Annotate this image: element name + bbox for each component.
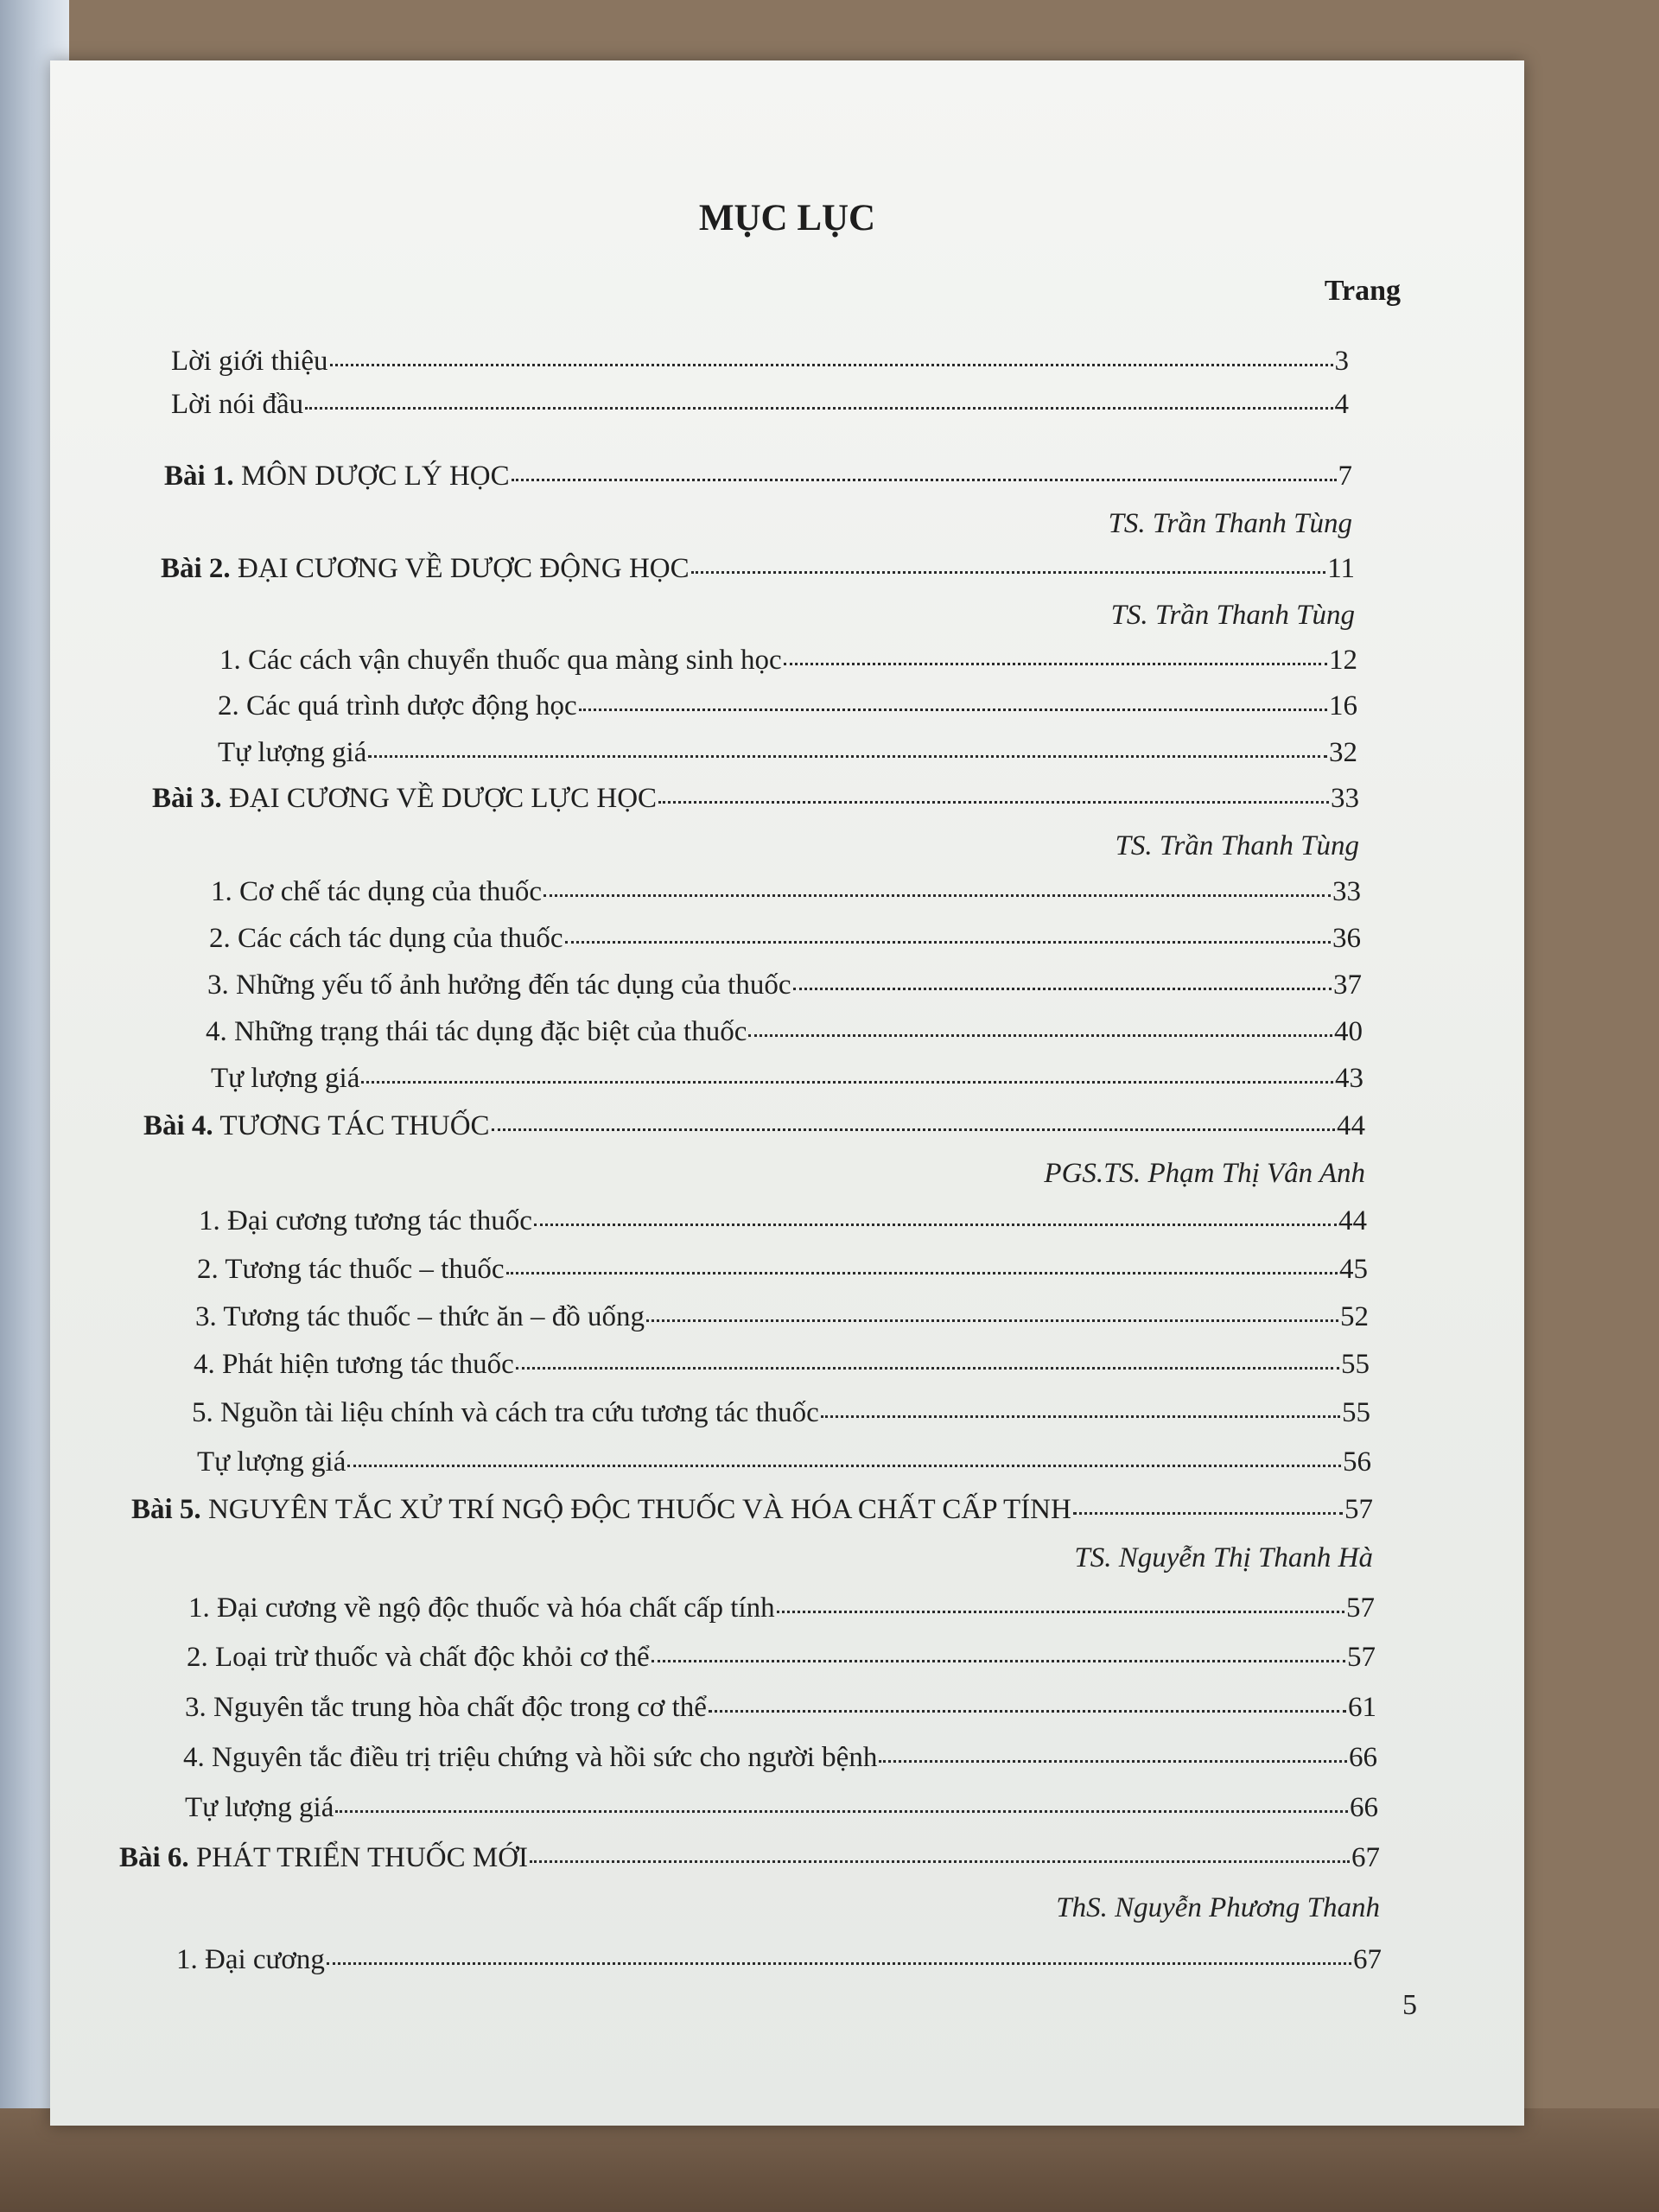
dot-leader	[506, 1272, 1338, 1274]
section-title: 1. Đại cương về ngộ độc thuốc và hóa chất cấp tính	[188, 1592, 775, 1624]
book-page	[50, 60, 1524, 2126]
chapter-title	[131, 1494, 1071, 1526]
chapter-name: ĐẠI CƯƠNG VỀ DƯỢC ĐỘNG HỌC	[230, 553, 690, 584]
toc-entry-1-dai-cuong-ve-ngo-doc-thuoc-va-hoa-chat	[188, 1592, 1375, 1624]
chapter-number: Bài 1.	[164, 461, 234, 492]
chapter-title	[164, 461, 510, 493]
section-title: 1. Đại cương tương tác thuốc	[199, 1205, 532, 1236]
chapter-title	[152, 783, 657, 815]
toc-entry-tu-luong-gia	[197, 1446, 1371, 1478]
dot-leader	[335, 1810, 1348, 1813]
dot-leader	[347, 1465, 1341, 1467]
dot-leader	[821, 1415, 1340, 1418]
page-ref: 67	[1353, 1944, 1382, 1975]
page-ref: 11	[1327, 553, 1355, 584]
toc-entry-4-nguyen-tac-dieu-tri-trieu-chung-va-hoi	[183, 1742, 1377, 1774]
toc-entry-tu-luong-gia	[218, 737, 1357, 769]
toc-entry-4-phat-hien-tuong-tac-thuoc	[194, 1349, 1370, 1381]
section-title: Tự lượng giá	[197, 1446, 346, 1478]
chapter-number: Bài 2.	[161, 553, 231, 584]
section-title: 4. Phát hiện tương tác thuốc	[194, 1349, 514, 1380]
toc-entry-4-nhung-trang-thai-tac-dung-dac-biet-cua	[206, 1016, 1363, 1048]
page-ref: 57	[1347, 1642, 1376, 1673]
chapter-number: Bài 5.	[131, 1494, 201, 1525]
toc-entry-mon-duoc-ly-hoc	[164, 461, 1352, 493]
toc-entry-nguyen-tac-xu-tri-ngo-doc-thuoc-va-hoa-c	[131, 1494, 1373, 1526]
section-title: 3. Tương tác thuốc – thức ăn – đồ uống	[195, 1301, 645, 1332]
toc-entry-2-cac-qua-trinh-duoc-dong-hoc	[218, 690, 1357, 722]
dot-leader	[516, 1367, 1339, 1370]
page-ref: 4	[1334, 389, 1349, 420]
dot-leader	[579, 709, 1327, 711]
page-ref: 57	[1346, 1592, 1375, 1624]
page-ref: 67	[1351, 1842, 1380, 1873]
page-ref: 7	[1338, 461, 1352, 492]
dot-leader	[784, 663, 1327, 665]
section-title: Tự lượng giá	[218, 737, 367, 768]
section-title: 5. Nguồn tài liệu chính và cách tra cứu tương tác thuốc	[192, 1397, 819, 1428]
toc-entry-1-dai-cuong-tuong-tac-thuoc	[199, 1205, 1367, 1237]
section-title: Tự lượng giá	[185, 1792, 334, 1823]
dot-leader	[368, 755, 1327, 758]
toc-entry-3-nguyen-tac-trung-hoa-chat-doc-trong-co	[185, 1692, 1376, 1724]
chapter-number: Bài 4.	[143, 1110, 213, 1141]
dot-leader	[543, 894, 1331, 897]
chapter-name: NGUYÊN TẮC XỬ TRÍ NGỘ ĐỘC THUỐC VÀ HÓA CHẤT CẤP TÍNH	[200, 1494, 1071, 1525]
dot-leader	[658, 801, 1329, 804]
dot-leader	[330, 364, 1333, 366]
section-title: 4. Những trạng thái tác dụng đặc biệt của thuốc	[206, 1016, 747, 1047]
section-title: 2. Tương tác thuốc – thuốc	[197, 1254, 505, 1285]
toc-entry-tu-luong-gia	[185, 1792, 1378, 1824]
author-credit: PGS.TS. Phạm Thị Vân Anh	[1044, 1158, 1365, 1189]
page-ref: 16	[1329, 690, 1357, 721]
page-ref: 44	[1338, 1205, 1367, 1236]
toc-entry-5-nguon-tai-lieu-chinh-va-cach-tra-cuu-t	[192, 1397, 1370, 1429]
dot-leader	[691, 571, 1326, 574]
chapter-name: TƯƠNG TÁC THUỐC	[213, 1110, 490, 1141]
section-title: 2. Loại trừ thuốc và chất độc khỏi cơ thể	[187, 1642, 650, 1673]
dot-leader	[793, 988, 1332, 990]
chapter-title	[143, 1110, 490, 1142]
section-title: Tự lượng giá	[211, 1063, 360, 1094]
toc-entry-3-nhung-yeu-to-anh-huong-den-tac-dung-cu	[207, 969, 1362, 1001]
dot-leader	[879, 1760, 1347, 1763]
author-credit: ThS. Nguyễn Phương Thanh	[1056, 1892, 1380, 1923]
toc-entry-loi-noi-dau	[171, 389, 1349, 421]
page-ref: 57	[1344, 1494, 1373, 1525]
toc-entry-2-cac-cach-tac-dung-cua-thuoc	[209, 923, 1361, 955]
toc-entry-3-tuong-tac-thuoc-thuc-an-do-uong	[195, 1301, 1369, 1333]
page-ref: 66	[1349, 1742, 1377, 1773]
toc-entry-1-cac-cach-van-chuyen-thuoc-qua-mang-sin	[219, 645, 1357, 677]
dot-leader	[361, 1081, 1333, 1084]
page-ref: 45	[1339, 1254, 1368, 1285]
page-ref: 61	[1348, 1692, 1376, 1723]
dot-leader	[777, 1611, 1344, 1613]
section-title: 3. Nguyên tắc trung hòa chất độc trong cơ thể	[185, 1692, 707, 1723]
chapter-title	[161, 553, 690, 585]
author-credit: TS. Trần Thanh Tùng	[1108, 508, 1352, 539]
page-ref: 43	[1335, 1063, 1363, 1094]
dot-leader	[492, 1128, 1335, 1131]
page-ref: 52	[1340, 1301, 1369, 1332]
toc-entry-tu-luong-gia	[211, 1063, 1363, 1095]
dot-leader	[305, 407, 1332, 410]
page-ref: 33	[1331, 783, 1359, 814]
toc-entry-2-tuong-tac-thuoc-thuoc	[197, 1254, 1368, 1286]
dot-leader	[534, 1224, 1337, 1226]
toc-entry-2-loai-tru-thuoc-va-chat-doc-khoi-co-the	[187, 1642, 1376, 1674]
dot-leader	[565, 941, 1331, 944]
page-ref: 36	[1332, 923, 1361, 954]
dot-leader	[530, 1860, 1350, 1863]
toc-entry-1-co-che-tac-dung-cua-thuoc	[211, 876, 1361, 908]
author-credit: TS. Nguyễn Thị Thanh Hà	[1074, 1542, 1373, 1573]
chapter-number: Bài 3.	[152, 783, 222, 814]
section-title: 2. Các quá trình dược động học	[218, 690, 577, 721]
toc-entry-loi-gioi-thieu	[171, 346, 1349, 378]
section-title: 2. Các cách tác dụng của thuốc	[209, 923, 563, 954]
chapter-number: Bài 6.	[119, 1842, 189, 1873]
page-ref: 3	[1334, 346, 1349, 377]
page-ref: 44	[1337, 1110, 1365, 1141]
section-title: 4. Nguyên tắc điều trị triệu chứng và hồi sức cho người bệnh	[183, 1742, 878, 1773]
dot-leader	[327, 1962, 1351, 1965]
section-title: 1. Cơ chế tác dụng của thuốc	[211, 876, 543, 907]
page-number: 5	[1402, 1989, 1417, 2021]
author-credit: TS. Trần Thanh Tùng	[1110, 600, 1355, 631]
chapter-title	[119, 1842, 528, 1874]
page-ref: 55	[1341, 1349, 1370, 1380]
page-ref: 33	[1332, 876, 1361, 907]
section-title: 1. Các cách vận chuyển thuốc qua màng sinh học	[219, 645, 782, 676]
dot-leader	[709, 1710, 1346, 1713]
section-title: Lời nói đầu	[171, 389, 304, 420]
page-ref: 55	[1342, 1397, 1370, 1428]
page-title: MỤC LỤC	[698, 198, 876, 238]
toc-entry-dai-cuong-ve-duoc-luc-hoc	[152, 783, 1359, 815]
toc-entry-phat-trien-thuoc-moi	[119, 1842, 1380, 1874]
section-title: 3. Những yếu tố ảnh hưởng đến tác dụng của thuốc	[207, 969, 791, 1001]
page-column-header: Trang	[1324, 275, 1401, 307]
chapter-name: PHÁT TRIỂN THUỐC MỚI	[188, 1842, 529, 1873]
page-ref: 66	[1350, 1792, 1378, 1823]
chapter-name: MÔN DƯỢC LÝ HỌC	[233, 461, 510, 492]
dot-leader	[652, 1660, 1345, 1662]
dot-leader	[512, 479, 1337, 481]
toc-entry-1-dai-cuong	[176, 1944, 1382, 1976]
page-ref: 12	[1329, 645, 1357, 676]
section-title: 1. Đại cương	[176, 1944, 325, 1975]
page-ref: 40	[1334, 1016, 1363, 1047]
page-ref: 37	[1333, 969, 1362, 1001]
page-ref: 32	[1329, 737, 1357, 768]
dot-leader	[646, 1319, 1338, 1322]
toc-entry-tuong-tac-thuoc	[143, 1110, 1365, 1142]
toc-entry-dai-cuong-ve-duoc-dong-hoc	[161, 553, 1355, 585]
page-ref: 56	[1343, 1446, 1371, 1478]
section-title: Lời giới thiệu	[171, 346, 328, 377]
dot-leader	[1073, 1512, 1343, 1515]
author-credit: TS. Trần Thanh Tùng	[1115, 830, 1359, 861]
chapter-name: ĐẠI CƯƠNG VỀ DƯỢC LỰC HỌC	[221, 783, 658, 814]
dot-leader	[748, 1034, 1332, 1037]
